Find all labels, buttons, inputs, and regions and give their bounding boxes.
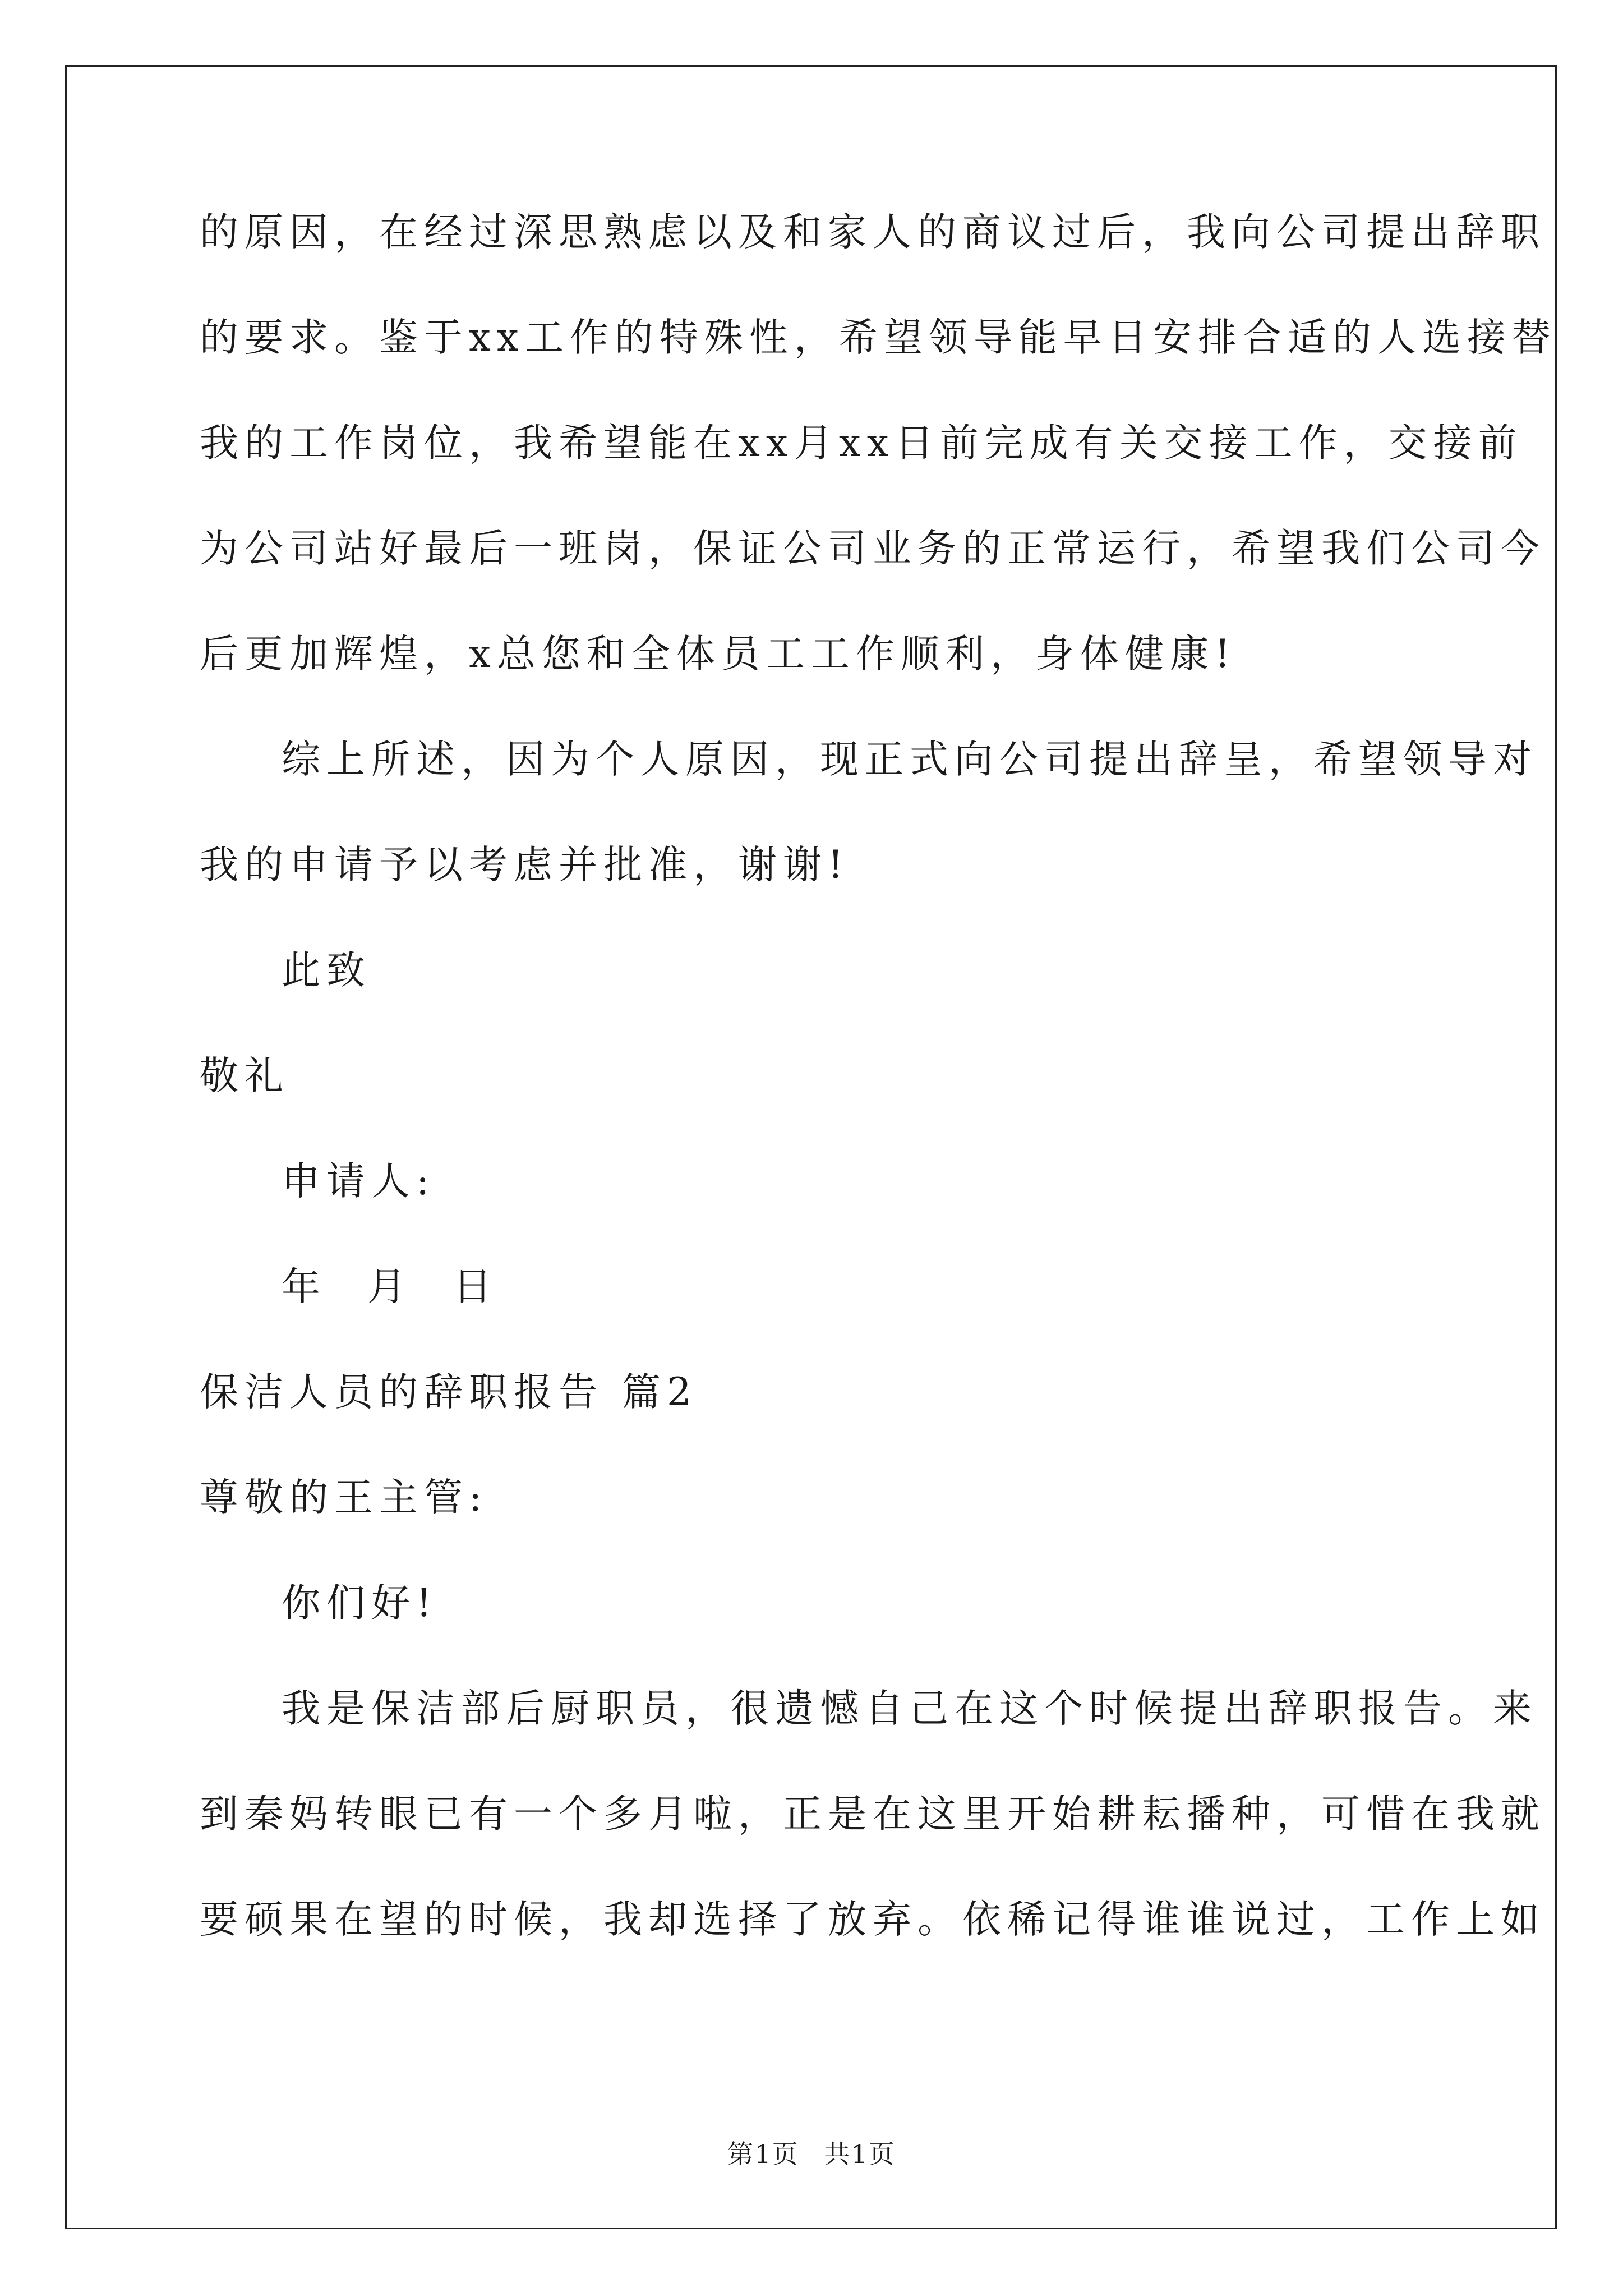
signature-line: 申请人: (282, 1159, 436, 1204)
body-line: 到秦妈转眼已有一个多月啦，正是在这里开始耕耘播种，可惜在我就 (200, 1792, 1546, 1837)
body-line: 的要求。鉴于xx工作的特殊性，希望领导能早日安排合适的人选接替 (200, 315, 1557, 360)
body-line: 综上所述，因为个人原因，现正式向公司提出辞呈，希望领导对 (282, 737, 1538, 782)
body-line: 我是保洁部后厨职员，很遗憾自己在这个时候提出辞职报告。来 (282, 1686, 1538, 1731)
page-number: 第1页 (727, 2139, 799, 2169)
body-line: 我的申请予以考虑并批准，谢谢! (200, 843, 850, 887)
body-line: 后更加辉煌，x总您和全体员工工作顺利，身体健康! (200, 632, 1237, 677)
salutation-line: 敬礼 (200, 1053, 289, 1098)
body-line: 要硕果在望的时候，我却选择了放弃。依稀记得谁谁说过，工作上如 (200, 1897, 1546, 1942)
salutation-line: 此致 (282, 948, 371, 993)
body-line: 的原因，在经过深思熟虑以及和家人的商议过后，我向公司提出辞职 (200, 210, 1546, 255)
greeting-line: 你们好! (282, 1581, 438, 1626)
page-footer (0, 2134, 1623, 2171)
greeting-line: 尊敬的王主管: (200, 1475, 488, 1520)
body-line: 为公司站好最后一班岗，保证公司业务的正常运行，希望我们公司今 (200, 526, 1546, 571)
body-line: 我的工作岗位，我希望能在xx月xx日前完成有关交接工作，交接前 (200, 421, 1523, 466)
date-line: 年 月 日 (282, 1264, 498, 1309)
section-heading: 保洁人员的辞职报告 篇2 (200, 1370, 698, 1415)
page-total: 共1页 (824, 2139, 896, 2169)
